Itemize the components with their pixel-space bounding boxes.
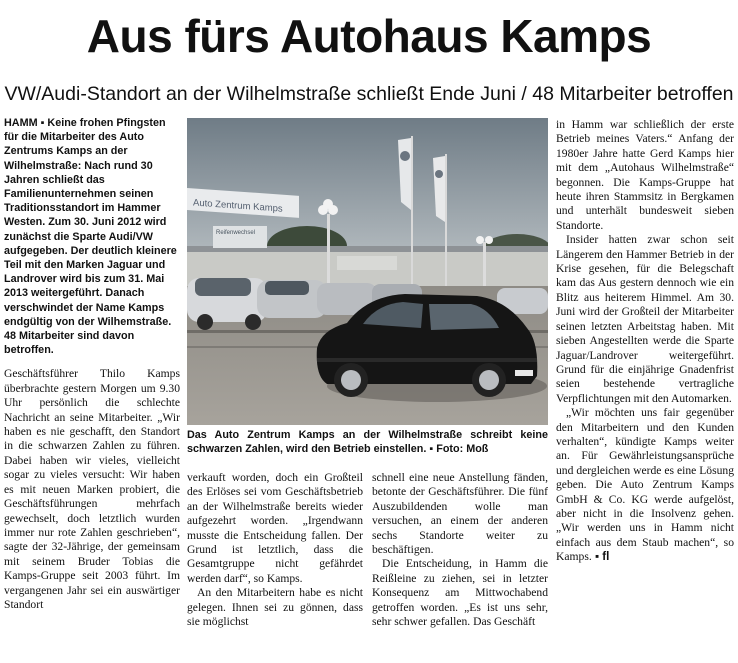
photo-small-sign-text: Reifenwechsel — [216, 230, 256, 236]
article-column-3 — [372, 471, 548, 629]
photo-sign-text: Auto Zentrum Kamps — [193, 197, 283, 215]
article-body-paragraph: Geschäftsführer Thilo Kamps überbrachte gestern Morgen um 9.30 Uhr persönlich die schlechte Nachricht an seine Mitarbeiter. „Wir haben es nie geschafft, den Standort in die schwarzen Zahlen zu führen. Dabei haben wir vieles, vielleicht sogar zu vieles versucht: Wir haben es mit neuen Marken probiert, die Geschäftsführungen mehrfach gewechselt, doch letztlich wurden immer nur rote Zahlen geschrieben“, sagte der 32-Jährige, der gemeinsam mit seinem Bruder Tobias die Kamps-Gruppe seit 2003 führt. Im vergangenen Jahr sei ein auswärtiger Standort — [4, 367, 180, 611]
article-body-paragraph: Insider hatten zwar schon seit Längerem den Hammer Betrieb in der Krise gesehen, für die Belegschaft kam das Aus gestern dennoch wie ein Blitz aus heiterem Himmel. Am 30. Juni wird der Großteil der Mitarbeiter seinen letzten Arbeitstag haben. Mit sieben Angestellten werde die Sparte Jaguar/Landrover weitergeführt. Grund für die einjährige Gnadenfrist seien bestehende vertragliche Verpflichtungen mit den Automarken. — [556, 233, 734, 405]
article-lead: HAMM ▪ Keine frohen Pfingsten für die Mitarbeiter des Auto Zentrums Kamps an der Wilhelmstraße: Nach rund 30 Jahren schließt das Familienunternehmen seinen Traditionsstandort im Hammer Westen. Zum 30. Juni 2012 wird zunächst die Sparte Audi/VW aufgegeben. Der deutlich kleinere Teil mit den Marken Jaguar und Landrover wird bis zum 31. Mai 2013 weitergeführt. Danach verschwindet der Name Kamps endgültig von der Wilhemstraße. 48 Mitarbeiter sind davon betroffen. — [4, 117, 177, 357]
article-body-paragraph: schnell eine neue Anstellung fänden, betonte der Geschäftsführer. Die fünf Auszubildenden wolle man versuchen, an einem der anderen sechs Standorte weiter zu beschäftigen. — [372, 471, 548, 557]
photo-caption: Das Auto Zentrum Kamps an der Wilhelmstraße schreibt keine schwarzen Zahlen, wird den Betrieb einstellen. ▪ Foto: Moß — [187, 429, 548, 456]
article-column-2 — [187, 471, 363, 629]
article-subheadline: VW/Audi-Standort an der Wilhelmstraße schließt Ende Juni / 48 Mitarbeiter betroffen — [4, 83, 734, 105]
article-body-paragraph — [556, 406, 734, 564]
article-photo — [187, 118, 548, 425]
article-body-paragraph: Die Entscheidung, in Hamm die Reißleine zu ziehen, sei in letzter Konsequenz am Mittwochabend getroffen worden. „Es ist uns sehr, sehr schwer gefallen. Das Geschäft — [372, 557, 548, 629]
article-column-1 — [4, 116, 180, 612]
author-tag: ▪ fl — [591, 550, 610, 564]
article-closing-text: „Wir möchten uns fair gegenüber den Mitarbeitern und den Kunden verhalten“, kündigte Kamps weiter an. Für Gewährleistungsansprüche und dergleichen werde es eine Lösung geben. Die Auto Zentrum Kamps GmbH & Co. KG werde aufgelöst, aber nicht in die Insolvenz gehen. „Wir werden uns in Hamm nicht einfach aus dem Staub machen“, so Kamps. — [556, 406, 734, 564]
article-body-paragraph: in Hamm war schließlich der erste Betrieb meines Vaters.“ Anfang der 1980er Jahre hatte Gerd Kamps hier mit dem „Autohaus Wilhelmstraße“ begonnen. Die Kamps-Gruppe hat heute ihren Stammsitz in Bergkamen und unterhält bundesweit sieben Standorte. — [556, 118, 734, 232]
article-body-paragraph: An den Mitarbeitern habe es nicht gelegen. Ihnen sei zu gönnen, dass sie möglichst — [187, 586, 363, 629]
article-column-4 — [556, 118, 734, 565]
article-headline: Aus fürs Autohaus Kamps — [86, 10, 652, 62]
article-body-paragraph: verkauft worden, doch ein Großteil des Erlöses sei vom Geschäftsbetrieb an der Wilhelmstraße bereits wieder aufgezehrt worden. „Irgendwann musste die Entscheidung fallen. Der Grund ist letztlich, dass die Gesamtgruppe nicht gefährdet werden darf“, so Kamps. — [187, 471, 363, 585]
